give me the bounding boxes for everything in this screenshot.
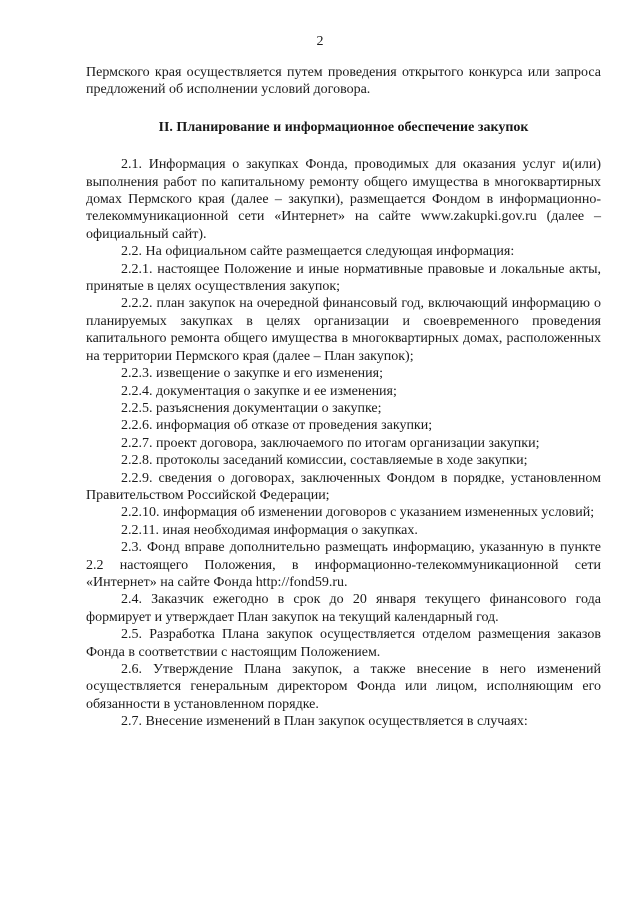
paragraph-2-7: 2.7. Внесение изменений в План закупок осуществляется в случаях: [121, 714, 528, 730]
paragraph-2-6: 2.6. Утверждение Плана закупок, а также внесение в него изменений осуществляется генеральным директором Фонда или лицом, исполняющим его обязанности в установленном порядке. [86, 662, 601, 712]
paragraph-2-2-8: 2.2.8. протоколы заседаний комиссии, составляемые в ходе закупки; [121, 453, 528, 469]
paragraph-2-2-4: 2.2.4. документация о закупке и ее изменения; [121, 383, 397, 399]
paragraph-2-2-5: 2.2.5. разъяснения документации о закупке; [121, 400, 382, 416]
paragraph-2-2-9: 2.2.9. сведения о договорах, заключенных Фондом в порядке, установленном Правительством Российской Федерации; [86, 470, 601, 503]
paragraph-2-2-3: 2.2.3. извещение о закупке и его изменения; [121, 366, 383, 382]
paragraph-2-2-10: 2.2.10. информация об изменении договоров с указанием измененных условий; [121, 505, 595, 521]
paragraph-2-3: 2.3. Фонд вправе дополнительно размещать информацию, указанную в пункте 2.2 настоящего Положения, в информационно-телекоммуникационной сети «Интернет» на сайте Фонда http://fond59.ru. [86, 540, 601, 590]
paragraph-2-2-2: 2.2.2. план закупок на очередной финансовый год, включающий информацию о планируемых закупках в целях организации и своевременного проведения капитального ремонта общего имущества в многоквартирных домах, расположенных на территории Пермского края (далее – План закупок); [86, 296, 601, 364]
paragraph-2-2-1: 2.2.1. настоящее Положение и иные нормативные правовые и локальные акты, принятые в целях осуществления закупок; [86, 261, 601, 295]
paragraph-2-2-7: 2.2.7. проект договора, заключаемого по итогам организации закупки; [121, 435, 540, 451]
paragraph-intro: Пермского края осуществляется путем проведения открытого конкурса или запроса предложений об исполнении условий договора. [86, 65, 601, 98]
paragraph-2-2: 2.2. На официальном сайте размещается следующая информация: [121, 244, 515, 260]
paragraph-2-5: 2.5. Разработка Плана закупок осуществляется отделом размещения заказов Фонда в соответствии с настоящим Положением. [86, 627, 601, 660]
section-title: II. Планирование и информационное обеспечение закупок [158, 119, 529, 135]
paragraph-2-1: 2.1. Информация о закупках Фонда, проводимых для оказания услуг и(или) выполнения работ по капитальному ремонту общего имущества в многоквартирных домах Пермского края (далее – закупки), размещается Фондом в информационно-телекоммуникационной сети «Интернет» на сайте www.zakupki.gov.ru (далее – официальный сайт). [86, 157, 601, 242]
paragraph-2-4: 2.4. Заказчик ежегодно в срок до 20 января текущего финансового года формирует и утверждает План закупок на текущий календарный год. [86, 592, 601, 625]
page-number: 2 [316, 34, 324, 49]
document-body [86, 64, 601, 731]
paragraph-2-2-11: 2.2.11. иная необходимая информация о закупках. [121, 522, 418, 538]
paragraph-2-2-6: 2.2.6. информация об отказе от проведения закупки; [121, 418, 433, 434]
